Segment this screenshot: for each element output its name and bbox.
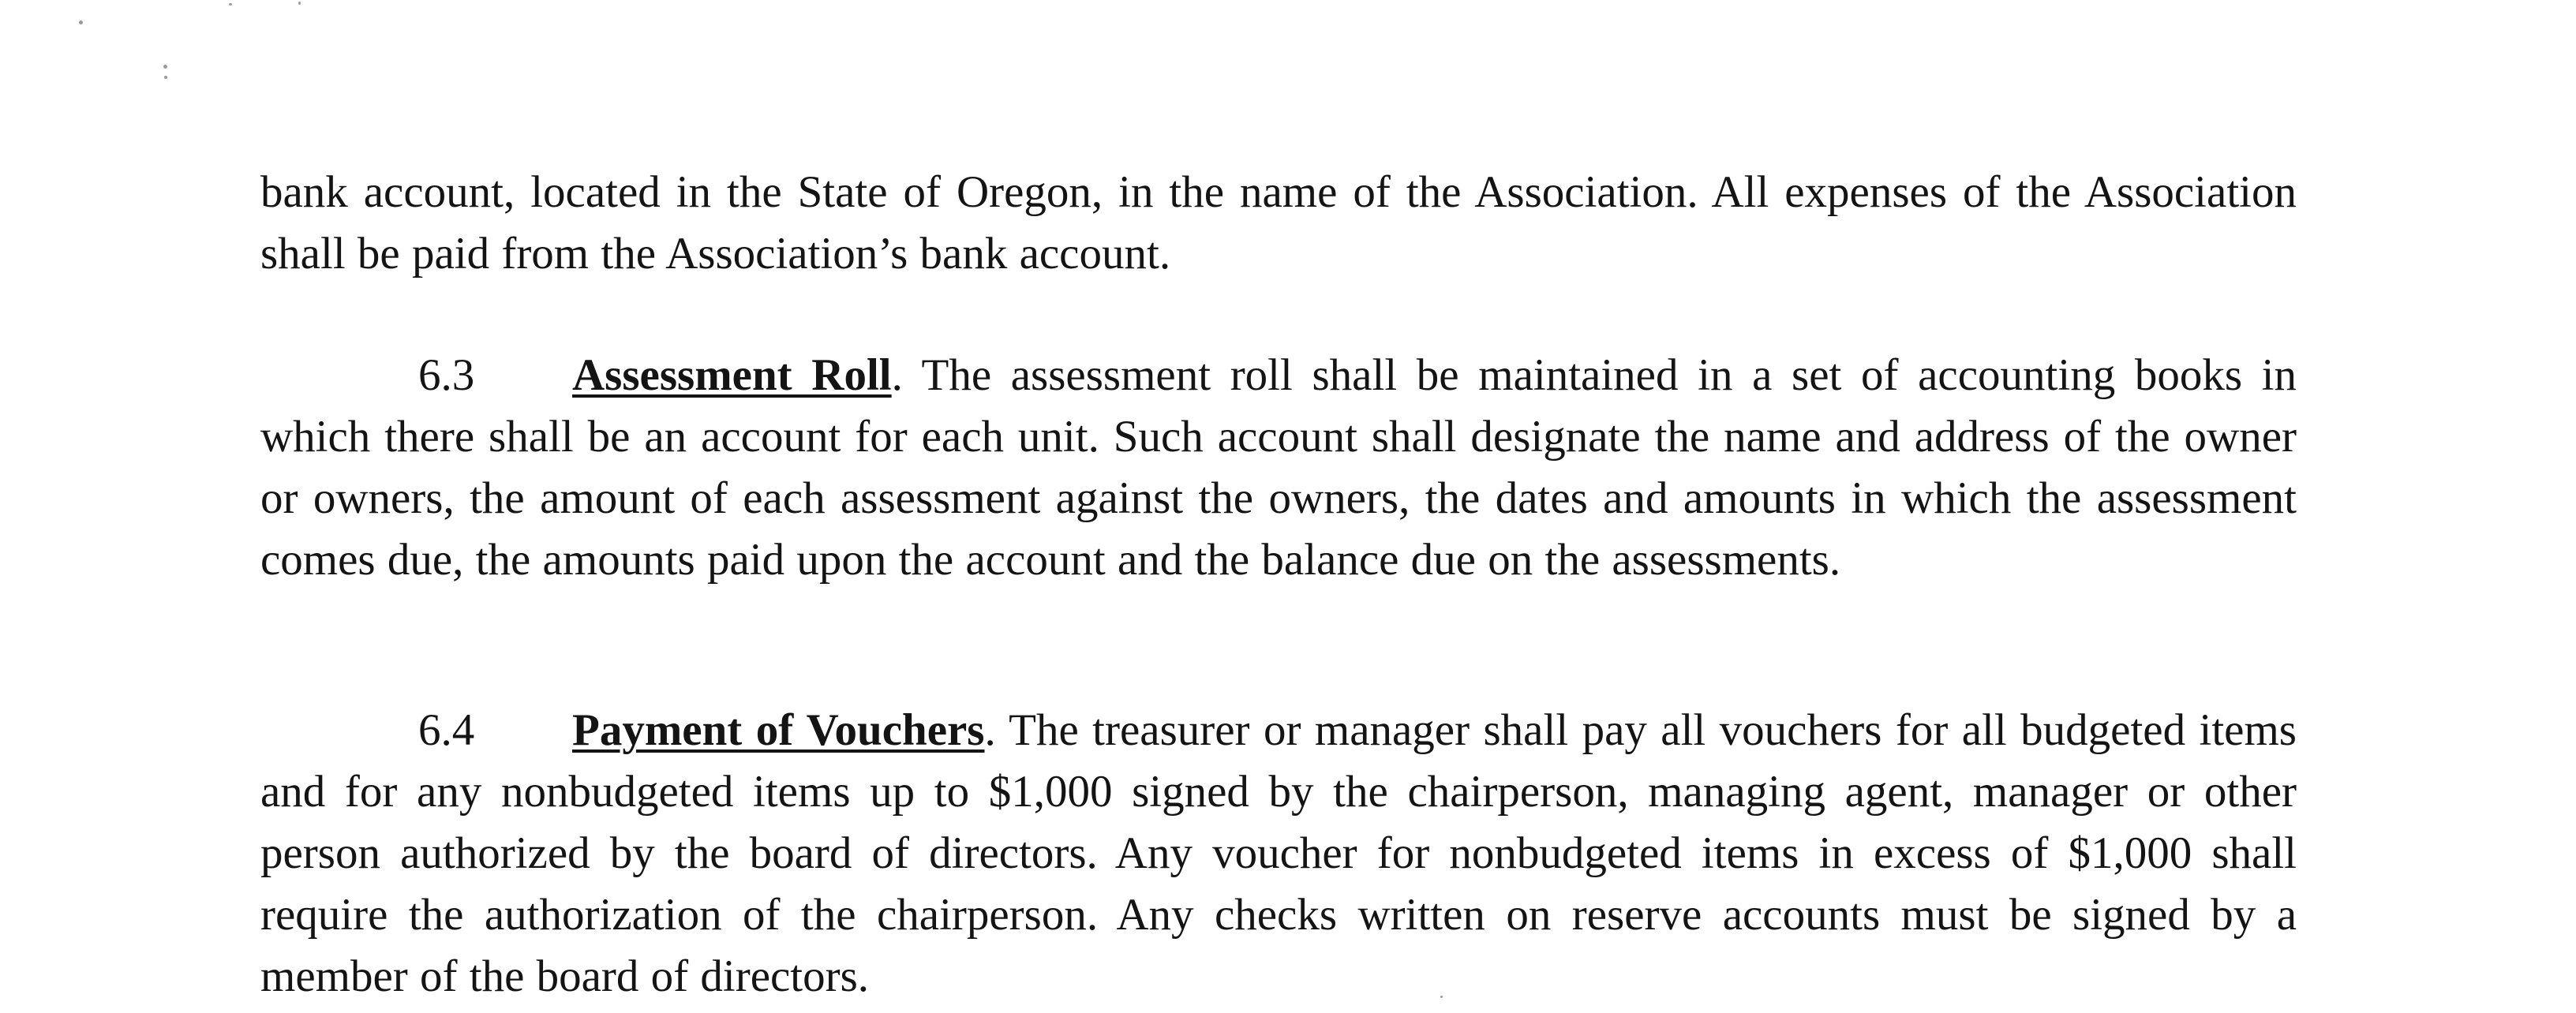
section-title: Assessment Roll — [572, 350, 892, 400]
section-number: 6.4 — [418, 705, 475, 755]
continuation-paragraph: bank account, located in the State of Oregon, in the name of the Association. All expenses of the Association shall be paid from the Association’s bank account. — [260, 167, 2297, 278]
scan-speck — [298, 2, 301, 5]
scan-speck — [229, 3, 232, 6]
section-title: Payment of Vouchers — [572, 705, 985, 755]
scan-speck — [163, 65, 167, 69]
scan-speck — [79, 21, 83, 24]
section-body: . The assessment roll shall be maintained in a set of accounting books in which there shall be an account for each unit. Such account shall designate the name and address of the owner or owners, the amount of each assessment against the owners, the dates and amounts in which the assessment comes due, the amounts paid upon the account and the balance due on the assessments. — [260, 350, 2297, 585]
scan-speck — [164, 76, 167, 79]
section-6-3-paragraph — [260, 345, 2297, 591]
section-body: . The treasurer or manager shall pay all vouchers for all budgeted items and for any nonbudgeted items up to $1,000 signed by the chairperson, managing agent, manager or other person authorized by the board of directors. Any voucher for nonbudgeted items in excess of $1,000 shall require the authorization of the chairperson. Any checks written on reserve accounts must be signed by a member of the board of directors. — [260, 705, 2297, 1001]
section-6-4-paragraph — [260, 700, 2297, 1007]
section-number: 6.3 — [418, 350, 475, 400]
